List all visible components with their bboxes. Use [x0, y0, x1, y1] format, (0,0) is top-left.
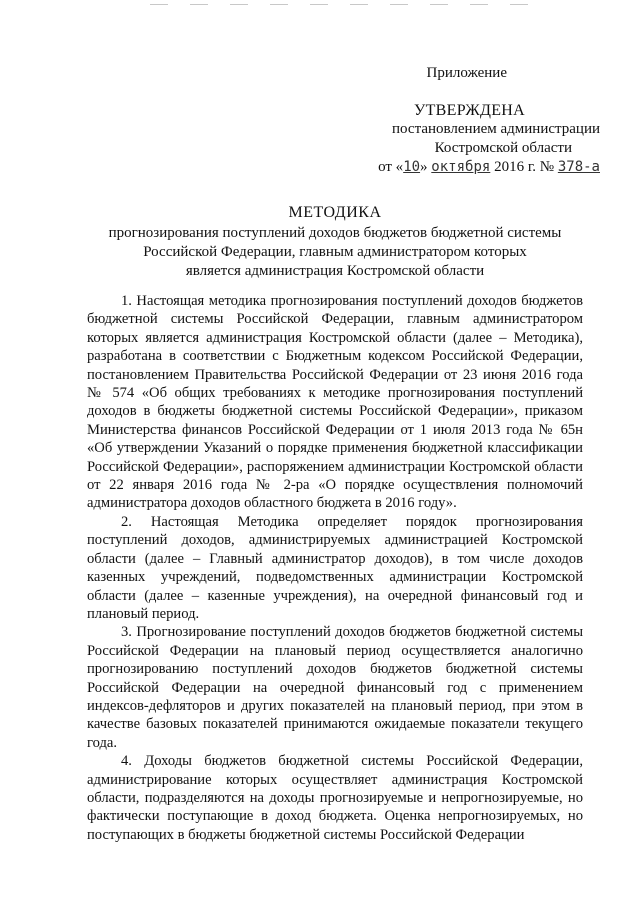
approved-label: УТВЕРЖДЕНА [413, 102, 525, 119]
date-year: 2016 г. № [494, 159, 555, 175]
date-mid: » [420, 159, 428, 175]
date-month: октября [431, 159, 491, 175]
appendix-label: Приложение [426, 65, 507, 81]
document-body [87, 292, 583, 844]
paragraph-1: 1. Настоящая методика прогнозирования поступлений доходов бюджетов бюджетной системы Российской Федерации, главным администратором которых является администрация Костромской области (далее – Методика), разработана в соответствии с Бюджетным кодексом Российской Федерации, постановлением Правительства Российской Федерации от 23 июня 2016 года № 574 «Об общих требованиях к методике прогнозирования поступлений доходов в бюджеты бюджетной системы Российской Федерации», приказом Министерства финансов Российской Федерации от 1 июля 2013 года № 65н «Об утверждении Указаний о порядке применения бюджетной классификации Российской Федерации», распоряжением администрации Костромской области от 22 января 2016 года № 2-ра «О порядке осуществления полномочий администратора доходов областного бюджета в 2016 году». [87, 293, 583, 512]
document-title: МЕТОДИКА [288, 204, 382, 221]
document-number: 378-а [557, 159, 600, 175]
approval-block [360, 64, 600, 177]
date-prefix: от « [378, 159, 404, 175]
paragraph-4: 4. Доходы бюджетов бюджетной системы Российской Федерации, администрирование которых осуществляет администрация Костромской области, подразделяются на доходы прогнозируемые и непрогнозируемые, но фактически поступающие в доход бюджета. Оценка непрогнозируемых, но поступающих в бюджеты бюджетной системы Российской Федерации [87, 753, 583, 843]
paragraph-2: 2. Настоящая Методика определяет порядок прогнозирования поступлений доходов, администрируемых администрацией Костромской области (далее – Главный администратор доходов), в том числе доходов казенных учреждений, подведомственных администрации Костромской области (далее – казенные учреждения), на очередной финансовый год и плановый период. [87, 513, 583, 622]
approved-by-line-2: Костромской области [434, 140, 572, 156]
approval-date-line [360, 158, 600, 177]
subtitle-line-2: Российской Федерации, главным администратором которых [143, 244, 527, 260]
paragraph-3: 3. Прогнозирование поступлений доходов бюджетов бюджетной системы Российской Федерации на плановый период осуществляется аналогично прогнозированию поступлений доходов бюджетов бюджетной системы Российской Федерации на очередной финансовый год с применением индексов-дефляторов и других показателей на плановый период, при этом в качестве базовых показателей принимаются ожидаемые показатели текущего года. [87, 624, 583, 751]
scan-artifact [150, 4, 530, 5]
date-day: 10 [403, 159, 421, 175]
approved-by-line-1: постановлением администрации [392, 121, 600, 137]
subtitle-line-3: является администрация Костромской области [185, 263, 485, 279]
title-block [90, 203, 580, 281]
subtitle-line-1: прогнозирования поступлений доходов бюджетов бюджетной системы [108, 225, 562, 241]
